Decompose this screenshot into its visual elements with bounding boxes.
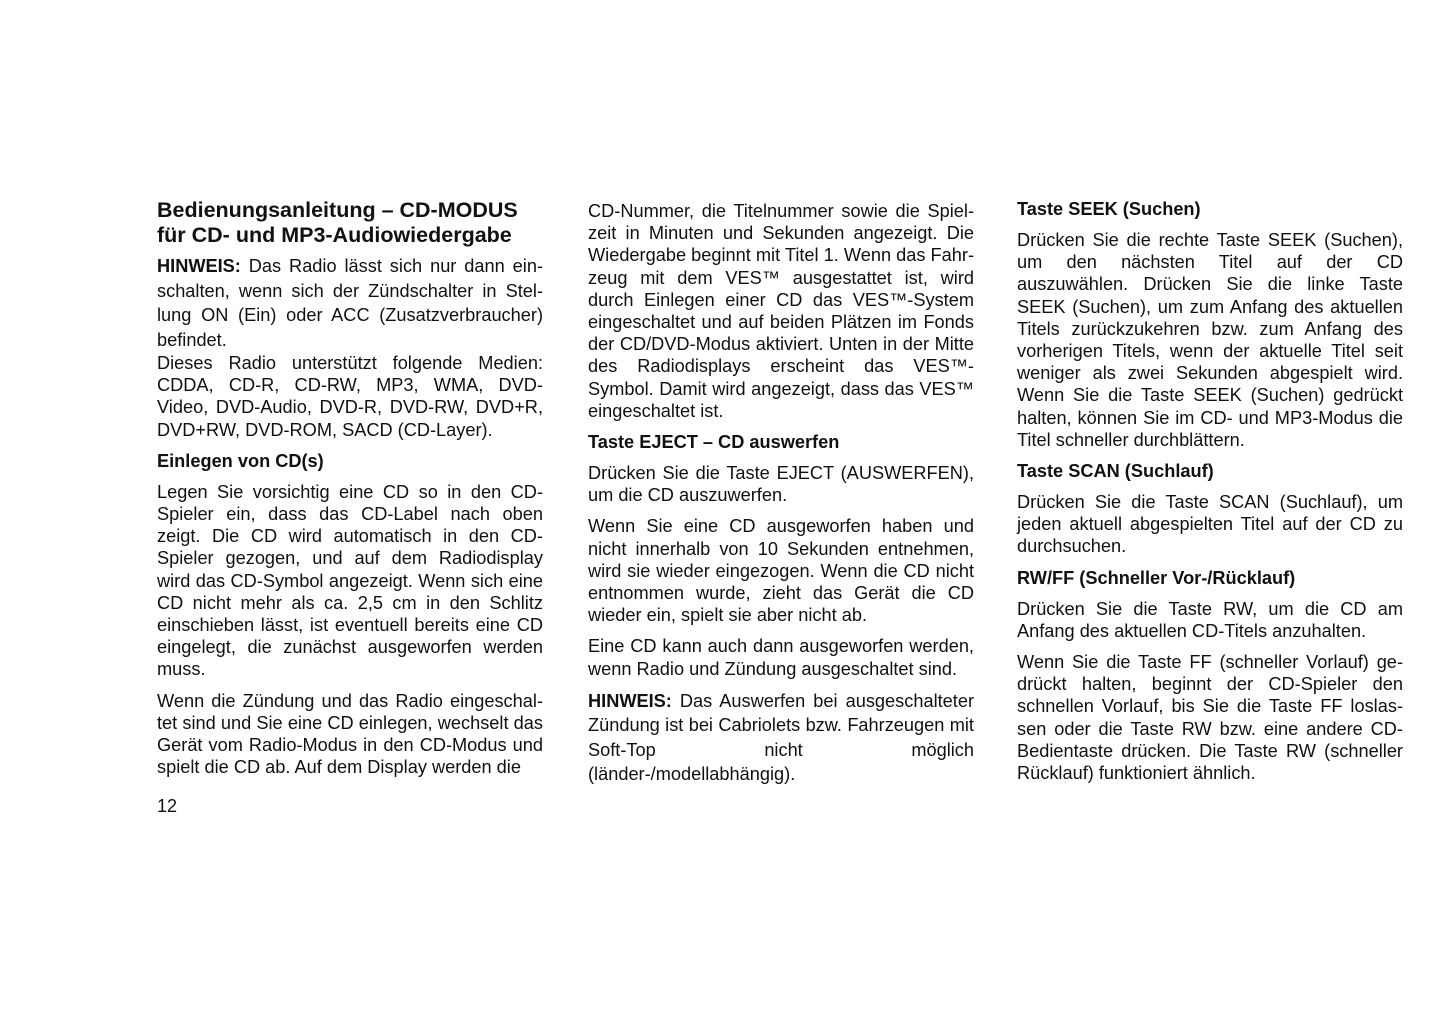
note-label: HINWEIS: xyxy=(588,690,672,711)
insert-paragraph-1: Legen Sie vorsichtig eine CD so in den CD-Spieler ein, dass das CD-Label nach oben zeigt. Die CD wird automatisch in den CD-Spieler gezogen, und auf dem Radiodisplay wird das CD-Symbol angezeigt. Wenn sich eine CD nicht mehr als ca. 2,5 cm in den Schlitz einschieben lässt, ist eventuell bereits eine CD eingelegt, die zunächst ausgeworfen werden muss. xyxy=(157,481,543,680)
continuation-paragraph: CD-Nummer, die Titelnummer sowie die Spielzeit in Minuten und Sekunden angezeigt. Die Wiedergabe beginnt mit Titel 1. Wenn das Fahrzeug mit dem VES™ ausgestattet ist, wird durch Einlegen einer CD das VES™-System eingeschaltet und auf beiden Plätzen im Fonds der CD/DVD-Modus aktiviert. Unten in der Mitte des Radiodisplays erscheint das VES™-Symbol. Damit wird angezeigt, dass das VES™ eingeschaltet ist. xyxy=(588,201,974,421)
eject-paragraph-2: Wenn Sie eine CD ausgeworfen haben und nicht innerhalb von 10 Sekunden entnehmen, wird sie wieder eingezogen. Wenn die CD nicht entnommen wurde, zieht das Gerät die CD wieder ein, spielt sie aber nicht ab. xyxy=(588,516,974,626)
note-paragraph-2 xyxy=(588,689,974,787)
section-title xyxy=(157,198,543,248)
eject-paragraph-1: Drücken Sie die Taste EJECT (AUSWERFEN), um die CD auszuwerfen. xyxy=(588,463,974,506)
column-1 xyxy=(157,198,543,787)
heading-eject: Taste EJECT – CD auswerfen xyxy=(588,432,840,453)
eject-paragraph-3: Eine CD kann auch dann ausgeworfen werden, wenn Radio und Zündung ausgeschaltet sind. xyxy=(588,636,974,679)
note-text: Das Radio lässt sich nur dann einschalten, wenn sich der Zündschalter in Stellung ON (Ein) oder ACC (Zusatzverbraucher) befindet. xyxy=(157,256,543,350)
section-title-line-2: für CD- und MP3-Audiowiedergabe xyxy=(157,223,512,247)
page-number: 12 xyxy=(157,796,178,816)
rw-ff-paragraph-1: Drücken Sie die Taste RW, um die CD am Anfang des aktuellen CD-Titels anzuhalten. xyxy=(1017,598,1403,641)
heading-seek: Taste SEEK (Suchen) xyxy=(1017,199,1201,219)
column-3 xyxy=(1017,198,1403,793)
rw-ff-paragraph-2: Wenn Sie die Taste FF (schneller Vorlauf) gedrückt halten, beginnt der CD-Spieler den schnellen Vorlauf, bis Sie die Taste FF loslassen oder die Taste RW bzw. eine andere CD-Bedientaste drücken. Die Taste RW (schneller Rücklauf) funktioniert ähnlich. xyxy=(1017,652,1403,784)
note-text: Das Auswerfen bei ausgeschalteter Zündung ist bei Cabriolets bzw. Fahrzeugen mit Soft-Top nicht möglich (länder-/modellabhängig). xyxy=(588,690,974,785)
heading-insert-cd: Einlegen von CD(s) xyxy=(157,450,324,471)
section-title-line-1: Bedienungsanleitung – CD-MODUS xyxy=(157,198,518,222)
seek-paragraph: Drücken Sie die rechte Taste SEEK (Suchen), um den nächsten Titel auf der CD auszuwählen. Drücken Sie die linke Taste SEEK (Suchen), um zum Anfang des aktuellen Titels zurückzukehren bzw. zum Anfang des vorherigen Titels, wenn der aktuelle Titel seit weniger als zwei Sekunden abgespielt wird. Wenn Sie die Taste SEEK (Suchen) gedrückt halten, können Sie im CD- und MP3-Modus die Titel schneller durchblättern. xyxy=(1017,230,1403,450)
scan-paragraph: Drücken Sie die Taste SCAN (Suchlauf), um jeden aktuell abgespielten Titel auf der CD zu durchsuchen. xyxy=(1017,492,1403,557)
note-paragraph-1 xyxy=(157,254,543,352)
heading-rw-ff: RW/FF (Schneller Vor-/Rücklauf) xyxy=(1017,567,1296,588)
insert-paragraph-2: Wenn die Zündung und das Radio eingeschaltet sind und Sie eine CD einlegen, wechselt das Gerät vom Radio-Modus in den CD-Modus und spielt die CD ab. Auf dem Display werden die xyxy=(157,690,543,778)
note-label: HINWEIS: xyxy=(157,256,241,276)
column-2 xyxy=(588,200,974,796)
media-paragraph: Dieses Radio unterstützt folgende Medien: CDDA, CD-R, CD-RW, MP3, WMA, DVD-Video, DVD-Audio, DVD-R, DVD-RW, DVD+R, DVD+RW, DVD-ROM, SACD (CD-Layer). xyxy=(157,353,543,440)
heading-scan: Taste SCAN (Suchlauf) xyxy=(1017,461,1214,482)
